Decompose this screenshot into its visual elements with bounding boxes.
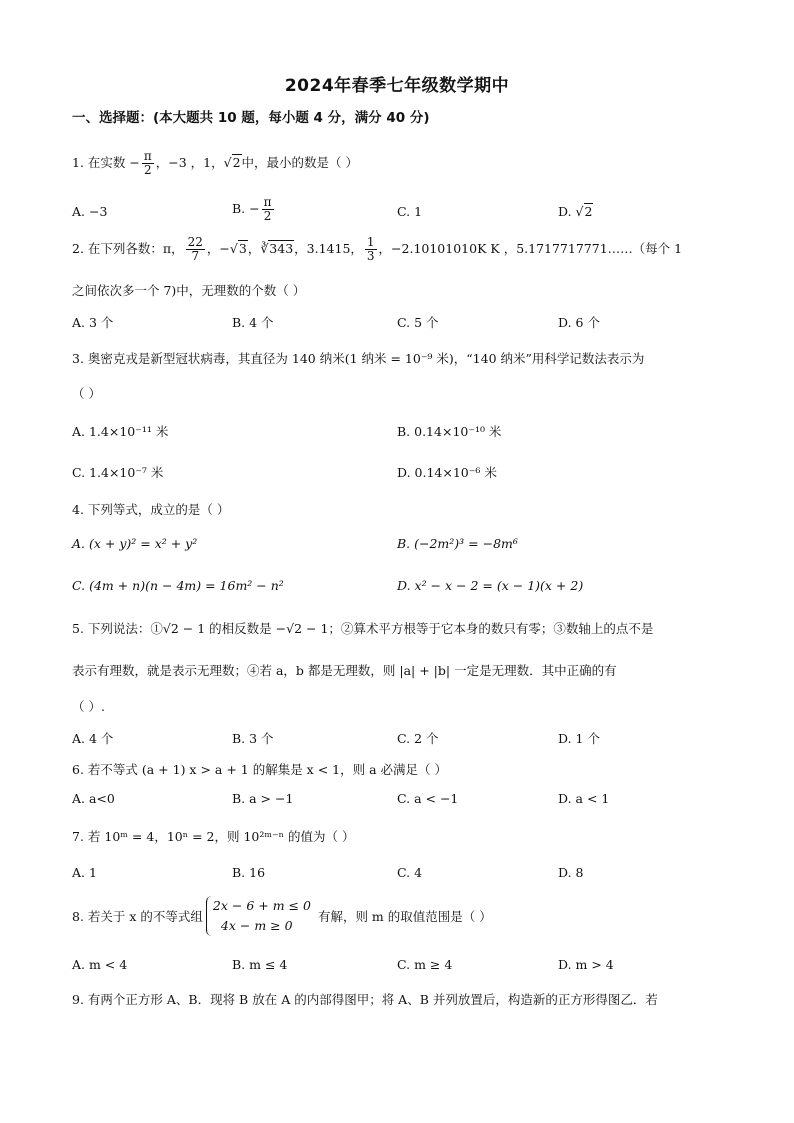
fraction-22-7: $\frac{22}{7}$: [187, 235, 203, 263]
q8-option-d[interactable]: D. m > 4: [558, 957, 614, 972]
sqrt-3: √3: [229, 241, 247, 256]
q1-option-d[interactable]: D. √2: [558, 204, 593, 219]
q2-option-a[interactable]: A. 3 个: [72, 315, 114, 330]
q6-option-b[interactable]: B. a > −1: [232, 791, 294, 806]
q6-option-a[interactable]: A. a<0: [72, 791, 115, 806]
question-3-stem: 3. 奥密克戎是新型冠状病毒，其直径为 140 纳米(1 纳米 = 10⁻⁹ 米)，“140 纳米”用科学记数法表示为: [72, 351, 645, 366]
sqrt-2: √2: [575, 204, 593, 219]
q5-option-b[interactable]: B. 3 个: [232, 731, 274, 746]
q6-option-d[interactable]: D. a < 1: [558, 791, 610, 806]
question-9-stem: 9. 有两个正方形 A、B．现将 B 放在 A 的内部得图甲；将 A、B 并列放置后，构造新的正方形得图乙．若: [72, 992, 658, 1007]
q2-option-d[interactable]: D. 6 个: [558, 315, 600, 330]
cube-root-343: 343: [269, 241, 294, 256]
sqrt-2: √2: [223, 155, 241, 170]
section-heading: 一、选择题：(本大题共 10 题，每小题 4 分，满分 40 分): [72, 110, 430, 126]
q1-option-c[interactable]: C. 1: [397, 204, 423, 219]
q8-option-b[interactable]: B. m ≤ 4: [232, 957, 288, 972]
q1-option-b[interactable]: B. − $\frac{\pi}{2}$: [232, 195, 272, 223]
neg-pi-over-2: $\frac{\pi}{2}$: [143, 149, 152, 177]
q4-option-c[interactable]: C. (4m + n)(n − 4m) = 16m² − n²: [72, 578, 284, 593]
question-2-line-2: 之间依次多一个 7)中，无理数的个数（ ）: [72, 283, 306, 298]
q2-option-c[interactable]: C. 5 个: [397, 315, 439, 330]
question-7-stem: 7. 若 10ᵐ = 4，10ⁿ = 2，则 10²ᵐ⁻ⁿ 的值为（ ）: [72, 829, 355, 844]
q4-option-d[interactable]: D. x² − x − 2 = (x − 1)(x + 2): [397, 578, 584, 593]
question-5-stem: 5. 下列说法：①√2 − 1 的相反数是 −√2 − 1；②算术平方根等于它本身的数只有零；③数轴上的点不是: [72, 621, 654, 636]
q4-option-a[interactable]: A. (x + y)² = x² + y²: [72, 536, 198, 551]
page-title: 2024年春季七年级数学期中: [284, 76, 510, 96]
inequality-system: 2x − 6 + m ≤ 0 4x − m ≥ 0: [206, 896, 315, 936]
q3-option-d[interactable]: D. 0.14×10⁻⁶ 米: [397, 465, 497, 480]
q5-option-c[interactable]: C. 2 个: [397, 731, 439, 746]
q3-option-b[interactable]: B. 0.14×10⁻¹⁰ 米: [397, 424, 502, 439]
q5-option-a[interactable]: A. 4 个: [72, 731, 114, 746]
q6-option-c[interactable]: C. a < −1: [397, 791, 459, 806]
q8-option-a[interactable]: A. m < 4: [72, 957, 128, 972]
q2-option-b[interactable]: B. 4 个: [232, 315, 274, 330]
q1-option-a[interactable]: A. −3: [72, 204, 108, 219]
question-5-line-2: 表示有理数，就是表示无理数；④若 a，b 都是无理数，则 |a| + |b| 一定是无理数．其中正确的有: [72, 663, 617, 678]
q3-option-a[interactable]: A. 1.4×10⁻¹¹ 米: [72, 424, 169, 439]
question-4-stem: 4. 下列等式，成立的是（ ）: [72, 502, 230, 517]
question-2-stem: 2. 在下列各数：π， $\frac{22}{7}$ ，−√3，∛343，3.1415， $\frac{1}{3}$ ，−2.10101010K K ，5.1717717771……（每个 1: [72, 235, 683, 263]
q3-option-c[interactable]: C. 1.4×10⁻⁷ 米: [72, 465, 164, 480]
q7-option-c[interactable]: C. 4: [397, 865, 423, 880]
fraction-1-3: $\frac{1}{3}$: [366, 235, 375, 263]
q5-option-d[interactable]: D. 1 个: [558, 731, 600, 746]
q4-option-b[interactable]: B. (−2m²)³ = −8m⁶: [397, 536, 518, 551]
question-3-line-2: （ ）: [72, 386, 101, 401]
q8-option-c[interactable]: C. m ≥ 4: [397, 957, 453, 972]
question-8-stem: 8. 若关于 x 的不等式组 2x − 6 + m ≤ 0 4x − m ≥ 0 有解，则 m 的取值范围是（ ）: [72, 896, 492, 936]
q7-option-d[interactable]: D. 8: [558, 865, 584, 880]
pi-over-2: $\frac{\pi}{2}$: [263, 195, 272, 223]
q7-option-a[interactable]: A. 1: [72, 865, 97, 880]
q7-option-b[interactable]: B. 16: [232, 865, 266, 880]
question-1-stem: 1. 在实数 − $\frac{\pi}{2}$ ，−3 ，1，√2中，最小的数是（ ）: [72, 149, 359, 177]
question-6-stem: 6. 若不等式 (a + 1) x > a + 1 的解集是 x < 1，则 a 必满足（ ）: [72, 762, 447, 777]
question-5-line-3: （ ）.: [72, 699, 105, 714]
